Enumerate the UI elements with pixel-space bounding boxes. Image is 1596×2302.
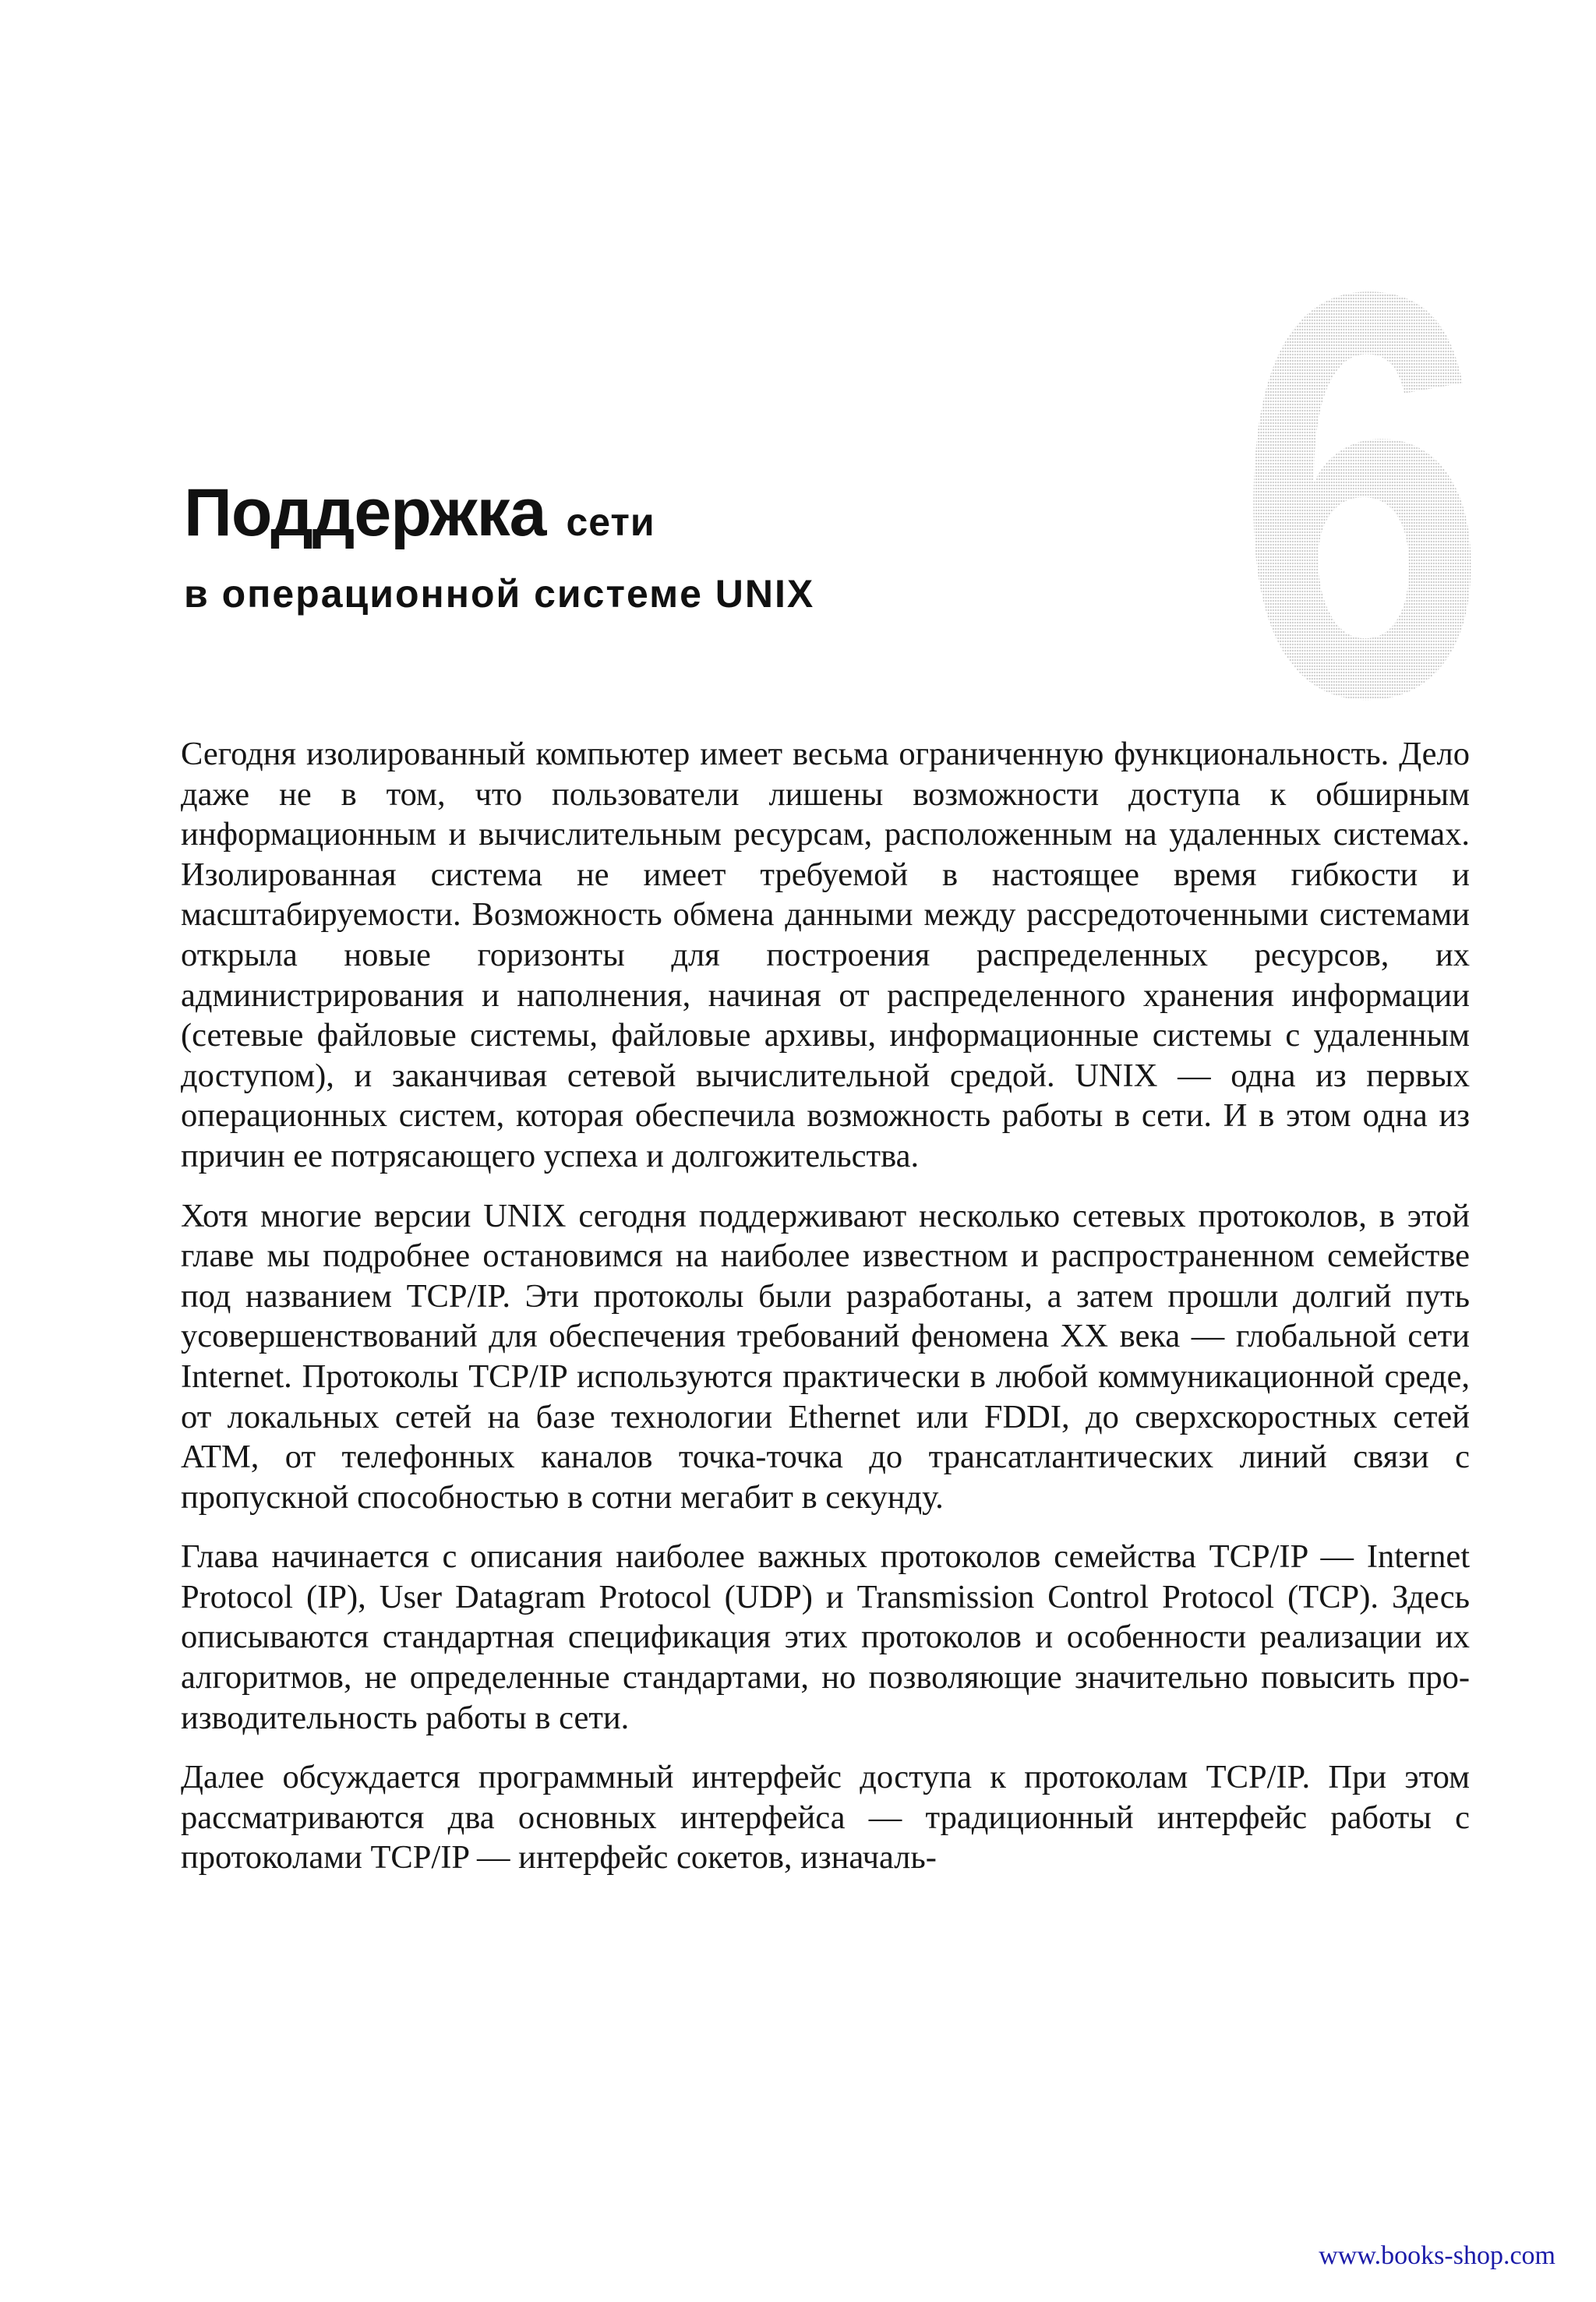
- chapter-number: 6: [1228, 269, 1484, 721]
- chapter-title-line-1: [184, 475, 1197, 550]
- chapter-title: [184, 475, 1197, 616]
- chapter-title-line-2: в операционной системе UNIX: [184, 572, 815, 616]
- chapter-title-small: сети: [566, 500, 655, 544]
- chapter-body: [181, 734, 1470, 1898]
- chapter-title-main: Поддержка: [184, 475, 546, 550]
- paragraph-2: Хотя многие версии UNIX сегодня поддерживают несколько сетевых протоколов, в этой главе мы подробнее остановимся на наиболее известном и распространенном семействе под названием TCP/IP. Эти протоколы были разработаны, а затем прошли долгий путь усовершенствований для обеспечения требований феномена XX века — глобальной сети Internet. Протоколы TCP/IP используются практически в любой коммуникационной среде, от локальных сетей на базе технологии Ethernet или FDDI, до сверхскоростных сетей ATM, от телефонных каналов точка-точка до трансатлантических линий связи с пропускной способностью в сотни мегабит в секунду.: [181, 1197, 1470, 1516]
- paragraph-1: Сегодня изолированный компьютер имеет весьма ограниченную функциональность. Дело даже не в том, что пользователи лишены возможности доступа к обширным информационным и вычислительным ресурсам, расположенным на удаленных системах. Изолированная система не имеет требуемой в настоящее время гибкости и масштабируемости. Возможность обмена данными между рассредоточенными системами открыла новые горизонты для построения распределенных ресурсов, их администрирования и наполнения, начиная от распределенного хранения информации (сетевые файловые системы, файловые архивы, информационные системы с удаленным доступом), и заканчивая сетевой вычислительной средой. UNIX — одна из первых операционных систем, которая обеспечила возможность работы в сети. И в этом одна из причин ее потрясающего успеха и долгожительства.: [181, 736, 1470, 1174]
- paragraph-4: Далее обсуждается программный интерфейс доступа к протоколам TCP/IP. При этом рассматриваются два основных интерфейса — традиционный интерфейс работы с протоколами TCP/IP — интерфейс сокетов, изначаль-: [181, 1759, 1470, 1877]
- footer-website-link[interactable]: www.books-shop.com: [1319, 2241, 1555, 2270]
- paragraph-3: Глава начинается с описания наиболее важных протоколов семейства TCP/IP — Internet Protocol (IP), User Datagram Protocol (UDP) и Transmission Control Protocol (TCP). Здесь описываются стандартная спецификация этих протоколов и особенности реализации их алгоритмов, не определенные стандартами, но позволяющие значительно повысить производительность работы в сети.: [181, 1538, 1470, 1736]
